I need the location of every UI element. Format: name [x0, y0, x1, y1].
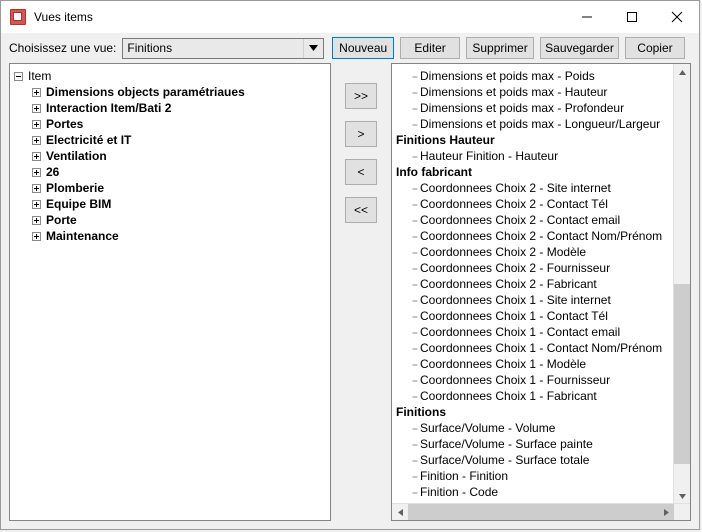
expand-icon[interactable] [32, 120, 41, 129]
vertical-scrollbar[interactable] [673, 64, 690, 504]
expand-icon[interactable] [32, 136, 41, 145]
list-group-header[interactable] [392, 164, 690, 180]
tree-row[interactable] [14, 228, 330, 244]
list-item[interactable] [392, 324, 690, 340]
tree-row[interactable] [14, 212, 330, 228]
tree-row[interactable] [14, 100, 330, 116]
list-item-label: -- Coordonnees Choix 1 - Fournisseur [420, 373, 611, 387]
delete-button[interactable]: Supprimer [466, 37, 534, 59]
minimize-button[interactable] [564, 1, 609, 33]
tree-row[interactable] [14, 196, 330, 212]
list-item[interactable] [392, 68, 690, 84]
list-item-label: -- Coordonnees Choix 1 - Contact email [420, 325, 621, 339]
item-tree-pane [9, 63, 331, 521]
list-item-label: -- Finition - Code [420, 485, 499, 499]
list-item[interactable] [392, 116, 690, 132]
minimize-icon [581, 11, 593, 23]
expand-icon[interactable] [32, 232, 41, 241]
maximize-button[interactable] [609, 1, 654, 33]
list-item-label: -- Dimensions et poids max - Poids [420, 69, 595, 83]
list-group-label: Info fabricant [396, 165, 473, 179]
scroll-right-icon[interactable] [658, 504, 674, 520]
expand-icon[interactable] [32, 184, 41, 193]
list-item[interactable] [392, 244, 690, 260]
list-item[interactable] [392, 180, 690, 196]
transfer-button-group [331, 63, 391, 521]
expand-icon[interactable] [32, 168, 41, 177]
list-item[interactable] [392, 452, 690, 468]
list-item[interactable] [392, 228, 690, 244]
tree-item-label: Maintenance [46, 229, 119, 243]
tree-row[interactable] [14, 148, 330, 164]
main-content [1, 63, 699, 529]
list-group-header[interactable] [392, 404, 690, 420]
horizontal-scrollbar[interactable] [392, 503, 690, 520]
item-tree[interactable] [10, 64, 330, 520]
tree-item-label: Ventilation [46, 149, 107, 163]
list-item-label: -- Coordonnees Choix 1 - Modèle [420, 357, 587, 371]
tree-root-label: Item [28, 69, 52, 83]
list-item-label: -- Finition - Finition [420, 469, 509, 483]
remove-one-button[interactable]: < [345, 159, 377, 185]
list-item-label: -- Coordonnees Choix 2 - Site internet [420, 181, 611, 195]
scroll-up-icon[interactable] [674, 64, 690, 80]
list-item[interactable] [392, 100, 690, 116]
view-select-label: Choisissez une vue: [9, 41, 117, 55]
tree-item-label: 26 [46, 165, 60, 179]
list-item[interactable] [392, 84, 690, 100]
list-item-label: -- Coordonnees Choix 1 - Contact Nom/Prénom [420, 341, 663, 355]
list-item[interactable] [392, 260, 690, 276]
list-item-label: -- Surface/Volume - Surface totale [420, 453, 590, 467]
list-item-label: -- Coordonnees Choix 2 - Fournisseur [420, 261, 611, 275]
list-item[interactable] [392, 196, 690, 212]
scrollbar-corner [674, 504, 690, 520]
tree-item-label: Electricité et IT [46, 133, 132, 147]
app-icon [10, 9, 26, 25]
list-item-label: -- Dimensions et poids max - Hauteur [420, 85, 608, 99]
list-item-label: -- Surface/Volume - Volume [420, 421, 556, 435]
list-item[interactable] [392, 484, 690, 500]
list-item-label: -- Coordonnees Choix 2 - Contact Nom/Prénom [420, 229, 663, 243]
list-item-label: -- Coordonnees Choix 1 - Site internet [420, 293, 611, 307]
tree-item-label: Equipe BIM [46, 197, 112, 211]
list-item-label: -- Coordonnees Choix 2 - Fabricant [420, 277, 597, 291]
list-item-label: -- Dimensions et poids max - Longueur/Largeur [420, 117, 661, 131]
expand-icon[interactable] [32, 200, 41, 209]
new-button[interactable]: Nouveau [332, 37, 394, 59]
list-item[interactable] [392, 356, 690, 372]
tree-item-label: Dimensions objects paramétriaues [46, 85, 245, 99]
list-group-label: Finitions [396, 405, 446, 419]
add-one-button[interactable]: > [345, 121, 377, 147]
list-item[interactable] [392, 148, 690, 164]
list-item-label: -- Surface/Volume - Surface painte [420, 437, 593, 451]
tree-row[interactable] [14, 68, 330, 84]
tree-row[interactable] [14, 180, 330, 196]
view-select-value: Finitions [127, 41, 173, 55]
list-item[interactable] [392, 420, 690, 436]
expand-icon[interactable] [32, 88, 41, 97]
list-item-label: -- Coordonnees Choix 1 - Contact Tél [420, 309, 608, 323]
collapse-icon[interactable] [14, 72, 23, 81]
title-bar [1, 1, 699, 33]
list-item-label: -- Hauteur Finition - Hauteur [420, 149, 559, 163]
list-item[interactable] [392, 468, 690, 484]
list-group-header[interactable] [392, 132, 690, 148]
copy-button[interactable]: Copier [625, 37, 685, 59]
tree-row[interactable] [14, 164, 330, 180]
maximize-icon [626, 11, 638, 23]
scroll-down-icon[interactable] [674, 488, 690, 504]
toolbar [1, 33, 699, 63]
list-item-label: -- Coordonnees Choix 2 - Contact email [420, 213, 621, 227]
list-group-label: Finitions Hauteur [396, 133, 495, 147]
window-title: Vues items [34, 10, 93, 24]
tree-item-label: Portes [46, 117, 84, 131]
list-item[interactable] [392, 372, 690, 388]
list-item-label: -- Coordonnees Choix 2 - Modèle [420, 245, 587, 259]
list-item[interactable] [392, 340, 690, 356]
save-button[interactable]: Sauvegarder [540, 37, 619, 59]
list-item[interactable] [392, 276, 690, 292]
list-item[interactable] [392, 436, 690, 452]
list-item[interactable] [392, 308, 690, 324]
window-controls [564, 1, 699, 33]
edit-button[interactable]: Editer [400, 37, 460, 59]
selected-fields-pane [391, 63, 691, 521]
tree-row[interactable] [14, 116, 330, 132]
list-item-label: -- Dimensions et poids max - Profondeur [420, 101, 625, 115]
list-item[interactable] [392, 212, 690, 228]
horizontal-scrollbar-thumb[interactable] [408, 504, 688, 520]
add-all-button[interactable]: >> [345, 83, 377, 109]
close-icon [671, 11, 683, 23]
selected-fields-list[interactable] [392, 64, 690, 520]
list-item[interactable] [392, 292, 690, 308]
expand-icon[interactable] [32, 216, 41, 225]
tree-row[interactable] [14, 84, 330, 100]
remove-all-button[interactable]: << [345, 197, 377, 223]
tree-item-label: Plomberie [46, 181, 105, 195]
tree-row[interactable] [14, 132, 330, 148]
scroll-left-icon[interactable] [392, 504, 408, 520]
list-item[interactable] [392, 388, 690, 404]
tree-item-label: Porte [46, 213, 77, 227]
chevron-down-icon[interactable] [303, 39, 323, 58]
vertical-scrollbar-thumb[interactable] [674, 284, 690, 464]
expand-icon[interactable] [32, 104, 41, 113]
list-item-label: -- Coordonnees Choix 2 - Contact Tél [420, 197, 608, 211]
list-item-label: -- Coordonnees Choix 1 - Fabricant [420, 389, 597, 403]
close-button[interactable] [654, 1, 699, 33]
view-select[interactable] [122, 38, 324, 59]
expand-icon[interactable] [32, 152, 41, 161]
tree-item-label: Interaction Item/Bati 2 [46, 101, 172, 115]
